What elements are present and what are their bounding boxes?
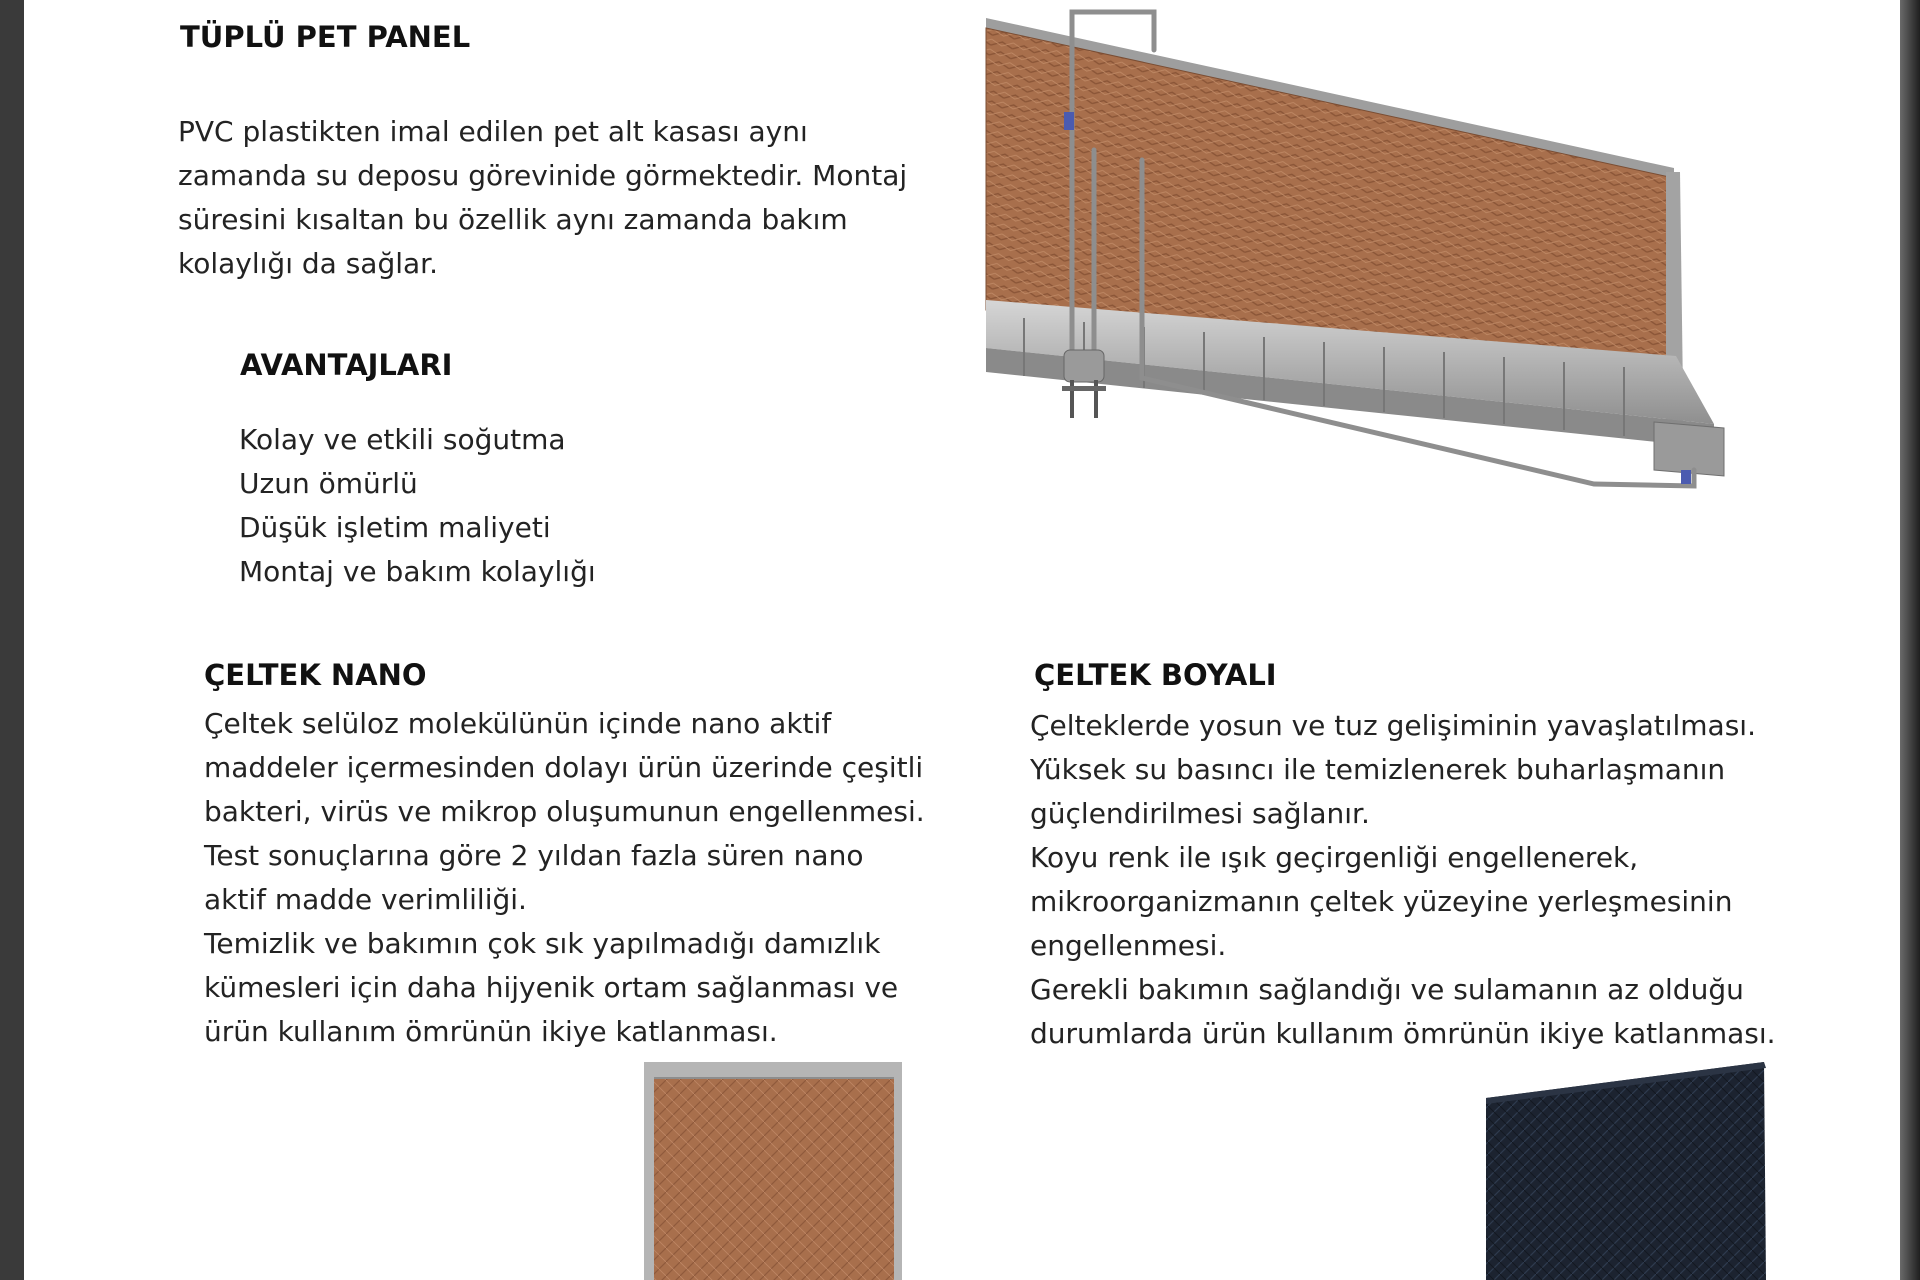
text-line: Test sonuçlarına göre 2 yıldan fazla süren nano [204,839,864,872]
page-edge-shadow [1900,0,1920,1280]
text-line: Temizlik ve bakımın çok sık yapılmadığı damızlık [204,927,881,960]
section-title-celtek-nano: ÇELTEK NANO [204,658,427,692]
text-line: Koyu renk ile ışık geçirgenliği engellenerek, [1030,841,1639,874]
celtek-boyali-pad-image [1464,1058,1784,1280]
text-line: PVC plastikten imal edilen pet alt kasası aynı [178,115,808,148]
list-item: Düşük işletim maliyeti [239,511,551,544]
text-line: güçlendirilmesi sağlanır. [1030,797,1370,830]
list-item: Montaj ve bakım kolaylığı [239,555,596,588]
text-line: engellenmesi. [1030,929,1227,962]
text-line: maddeler içermesinden dolayı ürün üzerinde çeşitli [204,751,924,784]
text-line: süresini kısaltan bu özellik aynı zamanda bakım [178,203,848,236]
text-line: Gerekli bakımın sağlandığı ve sulamanın az olduğu [1030,973,1744,1006]
section-title-celtek-boyali: ÇELTEK BOYALI [1034,658,1277,692]
advantages-list [239,418,596,594]
text-line: Yüksek su basıncı ile temizlenerek buharlaşmanın [1030,753,1726,786]
text-line: aktif madde verimliliği. [204,883,527,916]
list-item: Kolay ve etkili soğutma [239,423,566,456]
section-title-avantajlari: AVANTAJLARI [240,348,453,382]
nano-description [204,702,925,1054]
text-line: kolaylığı da sağlar. [178,247,438,280]
text-line: mikroorganizmanın çeltek yüzeyine yerleşmesinin [1030,885,1733,918]
celtek-nano-pad-image [624,1052,924,1280]
list-item: Uzun ömürlü [239,467,418,500]
text-line: ürün kullanım ömrünün ikiye katlanması. [204,1015,778,1048]
text-line: Çeltek selüloz molekülünün içinde nano aktif [204,707,832,740]
document-page [24,0,1900,1280]
text-line: bakteri, virüs ve mikrop oluşumunun engellenmesi. [204,795,925,828]
text-line: zamanda su deposu görevinide görmektedir. Montaj [178,159,908,192]
pet-panel-assembly-image [954,0,1734,510]
text-line: kümesleri için daha hijyenik ortam sağlanması ve [204,971,899,1004]
text-line: durumlarda ürün kullanım ömrünün ikiye katlanması. [1030,1017,1776,1050]
boyali-description [1030,704,1776,1056]
section-title-tuplu-pet-panel: TÜPLÜ PET PANEL [180,20,471,54]
text-line: Çelteklerde yosun ve tuz gelişiminin yavaşlatılması. [1030,709,1756,742]
tuplu-description [178,110,907,286]
